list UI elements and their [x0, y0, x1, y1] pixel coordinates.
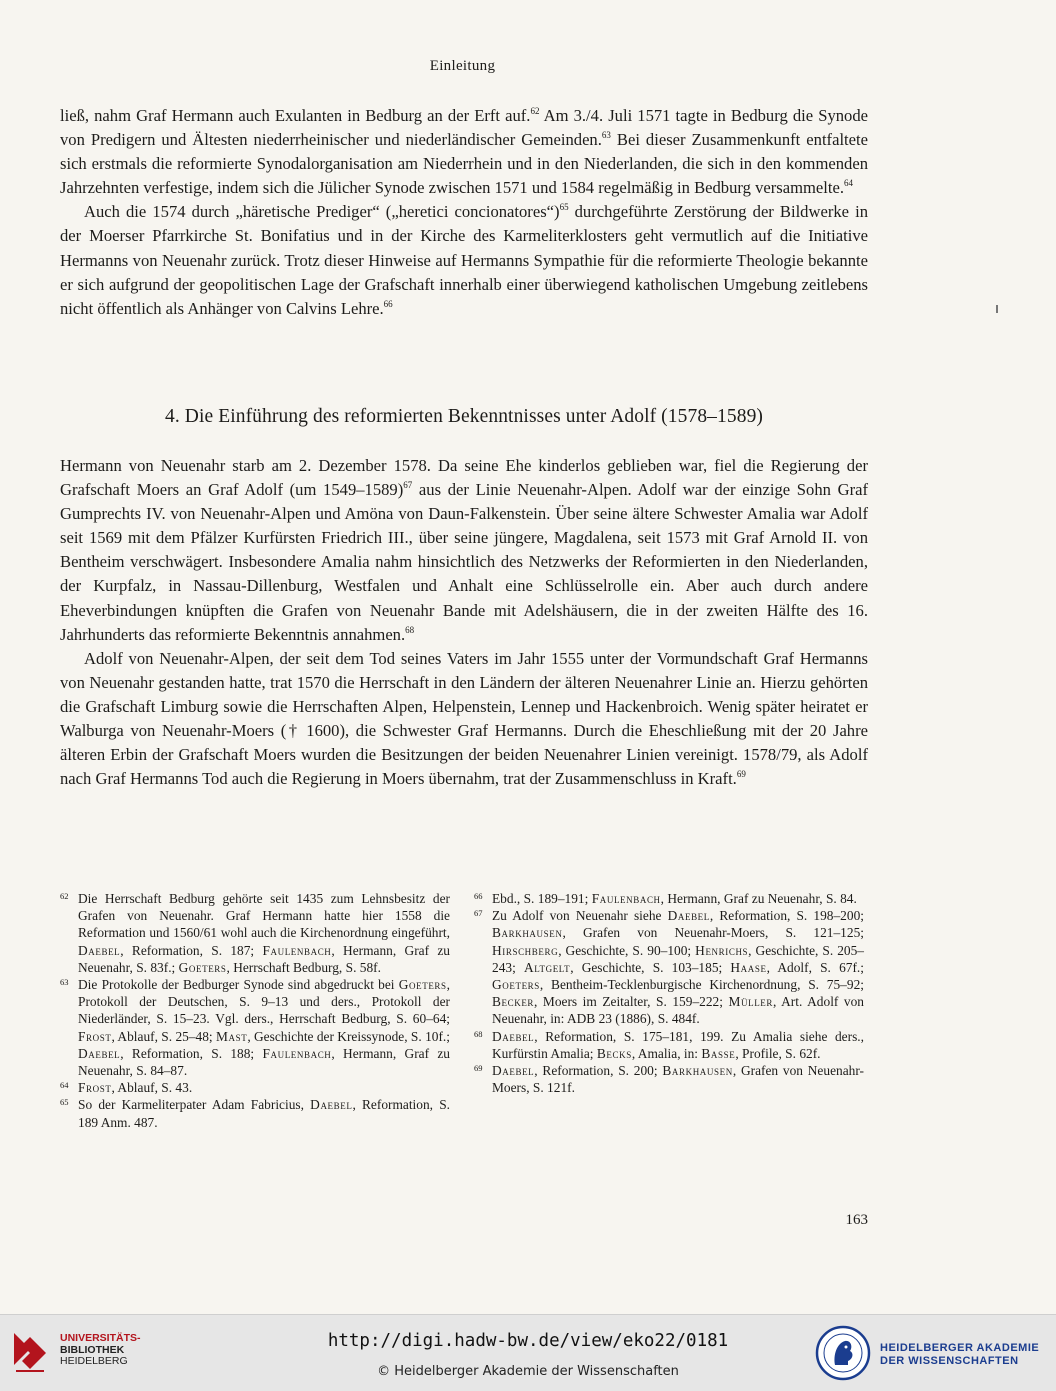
copyright-notice: © Heidelberger Akademie der Wissenschaften	[377, 1364, 679, 1379]
footnote-ref[interactable]: 63	[601, 130, 611, 141]
footnote-number: 63	[60, 977, 69, 988]
footnote-number: 67	[474, 908, 483, 919]
footnote: 64 Frost, Ablauf, S. 43.	[60, 1080, 193, 1096]
viewer-footer	[0, 1314, 1056, 1391]
footnote-number: 66	[474, 891, 483, 901]
footnote: 67 Zu Adolf von Neuenahr siehe Daebel, Reformation, S. 198–200; Barkhausen, Grafen von Neuenahr-Moers, S. 121–125; Hirschberg, Geschichte, S. 90–100; Henrichs, Geschichte, S. 205–243; Altgelt, Geschichte, S. 103–185; Haase, Adolf, S. 67f.; Goeters, Bentheim-Tecklenburgische Kirchenordnung, S. 75–92; Becker, Moers im Zeitalter, S. 159–222; Müller, Art. Adolf von Neuenahr, in: ADB 23 (1886), S. 484f.	[474, 908, 864, 1027]
footnote-ref[interactable]: 64	[844, 178, 853, 189]
footnote-ref[interactable]: 68	[405, 624, 415, 635]
academy-seal-icon[interactable]	[815, 1325, 871, 1381]
footnote: 66 Ebd., S. 189–191; Faulenbach, Hermann, Graf zu Neuenahr, S. 84.	[474, 891, 857, 906]
footnotes-left-column	[60, 890, 450, 1131]
text-block-intro	[60, 104, 868, 321]
running-head: Einleitung	[429, 58, 496, 74]
margin-mark	[996, 305, 998, 313]
paragraph: Auch die 1574 durch „häretische Prediger“ („heretici concionatores“)$^{65}$ durchgeführte Zerstörung der Bildwerke in der Moerser Pfarrkirche St. Bonifatius und in der Kirche des Karmeliterklosters geht vermutlich auf die Initiative Hermanns von Neuenahr zurück. Trotz dieser Hinweise auf Hermanns Sympathie für die reformierte Theologie bekannte er sich aufgrund der geopolitischen Lage der Grafschaft innerhalb einer überwiegend katholischen Umgebung zeitlebens nicht öffentlich als Anhänger von Calvins Lehre.$^{66}$	[60, 202, 868, 318]
footnote-ref[interactable]: 65	[559, 202, 569, 213]
footnote-number: 65	[60, 1097, 69, 1108]
university-library-name[interactable]: UNIVERSITÄTS- BIBLIOTHEK HEIDELBERG	[60, 1332, 141, 1367]
footnote-ref[interactable]: 67	[403, 480, 413, 491]
footnote: 62 Die Herrschaft Bedburg gehörte seit 1435 zum Lehnsbesitz der Grafen von Neuenahr. Graf Hermann hatte hier 1558 die Reformation und 1560/61 wohl auch die Kirchenordnung eingeführt, Daebel, Reformation, S. 187; Faulenbach, Hermann, Graf zu Neuenahr, S. 83f.; Goeters, Herrschaft Bedburg, S. 58f.	[60, 891, 450, 975]
academy-name[interactable]: HEIDELBERGER AKADEMIE DER WISSENSCHAFTEN	[880, 1342, 1040, 1367]
page-number: 163	[845, 1212, 868, 1228]
section-heading: 4. Die Einführung des reformierten Bekenntnisses unter Adolf (1578–1589)	[164, 406, 764, 427]
footnote: 69 Daebel, Reformation, S. 200; Barkhausen, Grafen von Neuenahr-Moers, S. 121f.	[474, 1063, 864, 1096]
footnote-number: 69	[474, 1063, 483, 1074]
footnote-ref[interactable]: 62	[530, 106, 540, 116]
footnote-number: 68	[474, 1028, 483, 1039]
footnote-ref[interactable]: 66	[383, 298, 393, 309]
permalink-url[interactable]: http://digi.hadw-bw.de/view/eko22/0181	[327, 1331, 729, 1351]
text-block-section4	[60, 454, 868, 791]
footnote: 68 Daebel, Reformation, S. 175–181, 199. Zu Amalia siehe ders., Kurfürstin Amalia; Becks, Amalia, in: Basse, Profile, S. 62f.	[474, 1028, 864, 1061]
footnote: 65 So der Karmeliterpater Adam Fabricius, Daebel, Reformation, S. 189 Anm. 487.	[60, 1097, 451, 1130]
footnote-ref[interactable]: 69	[736, 769, 746, 780]
paragraph: Hermann von Neuenahr starb am 2. Dezember 1578. Da seine Ehe kinderlos geblieben war, fiel die Regierung der Grafschaft Moers an Graf Adolf (um 1549–1589)$^{67}$ aus der Linie Neuenahr-Alpen. Adolf war der einzige Sohn Graf Gumprechts IV. von Neuenahr-Alpen und Amöna von Daun-Falkenstein. Über seine ältere Schwester Amalia war Adolf seit 1569 mit dem Pfälzer Kurfürsten Friedrich III., über seine jüngere, Magdalena, seit 1573 mit Graf Arnold II. von Bentheim verschwägert. Insbesondere Amalia nahm hinsichtlich des Netzwerks der Reformierten in den Niederlanden, der Kurpfalz, in Nassau-Dillenburg, Westfalen und Anhalt eine Schlüsselrolle ein. Aber auch durch andere Eheverbindungen knüpften die Grafen von Neuenahr Bande mit Adelshäusern, die in der zweiten Hälfte des 16. Jahrhunderts das reformierte Bekenntnis annahmen.$^{68}$	[60, 456, 868, 644]
paragraph: Adolf von Neuenahr-Alpen, der seit dem Tod seines Vaters im Jahr 1555 unter der Vormundschaft Graf Hermanns von Neuenahr gestanden hatte, trat 1570 die Herrschaft in den Ländern der älteren Neuenahrer Linie an. Hierzu gehörten die Grafschaft Limburg sowie die Herrschaften Alpen, Helpenstein, Lennep und Hackenbroich. Wenig später heiratet er Walburga von Neuenahr-Moers († 1600), die Schwester Graf Hermanns. Durch die Eheschließung mit der 20 Jahre älteren Erbin der Grafschaft Moers wurden die Besitzungen der beiden Neuenahrer Linien vereinigt. 1578/79, als Adolf nach Graf Hermanns Tod auch die Regierung in Moers übernahm, trat der Zusammenschluss in Kraft.$^{69}$	[60, 648, 868, 789]
footnote-number: 62	[60, 891, 69, 901]
footnotes-right-column	[474, 890, 864, 1096]
paragraph: ließ, nahm Graf Hermann auch Exulanten in Bedburg an der Erft auf.$^{62}$ Am 3./4. Juli 1571 tagte in Bedburg die Synode von Predigern und Ältesten niederrheinischer und niederländischer Gemeinden.$^{63}$ Bei dieser Zusammenkunft entfaltete sich erstmals die reformierte Synodalorganisation am Niederrhein und in den Niederlanden, die sich in den kommenden Jahrzehnten verfestige, indem sich die Jülicher Synode zwischen 1571 und 1584 regelmäßig in Bedburg versammelte.$^{64}$	[60, 106, 869, 198]
footnote-number: 64	[60, 1080, 69, 1091]
footnote: 63 Die Protokolle der Bedburger Synode sind abgedruckt bei Goeters, Protokoll der Deutschen, S. 9–13 und ders., Protokoll der Niederländer, S. 15–23. Vgl. ders., Herrschaft Bedburg, S. 60–64; Frost, Ablauf, S. 25–48; Mast, Geschichte der Kreissynode, S. 10f.; Daebel, Reformation, S. 188; Faulenbach, Hermann, Graf zu Neuenahr, S. 84–87.	[60, 977, 451, 1079]
